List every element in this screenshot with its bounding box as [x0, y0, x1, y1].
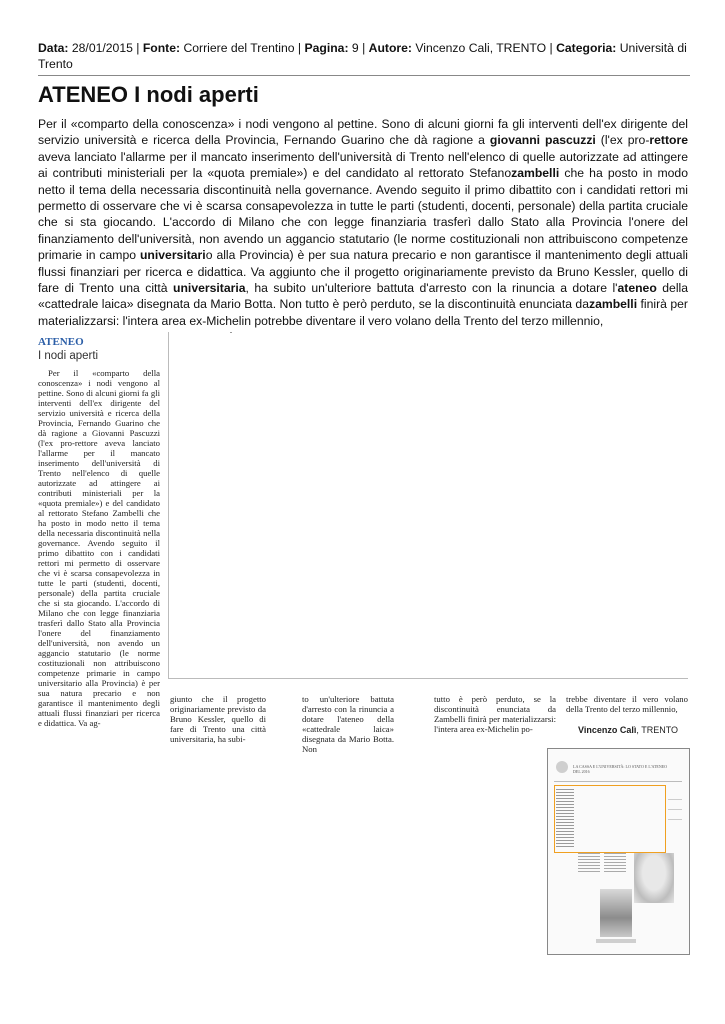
clipping-column-1 [38, 368, 160, 738]
source-label: Fonte: [142, 41, 181, 55]
thumbnail-side-line [668, 809, 682, 810]
clipping-kicker: ATENEO [38, 336, 84, 348]
body-segment: , ha subito un'ulteriore battuta d'arresto con la rinuncia a dotare l' [245, 281, 618, 296]
thumbnail-side-line [668, 819, 682, 820]
byline [578, 725, 678, 735]
body-segment: aveva lanciato l'allarme per il mancato inserimento dell'università di Trento nell'elenco di quelle autorizzate ad attingere ai contributi ministeriali per la «quota premiale») e del candidato al rettorato Stefano [38, 149, 688, 181]
clipping-column-text: tutto è però perduto, se la discontinuità enunciata da Zambelli finirà per materializzarsi: l'intera area ex-Michelin po- [434, 694, 556, 734]
page-thumbnail [547, 748, 690, 955]
category-label: Categoria: [556, 41, 617, 55]
article-headline: ATENEO I nodi aperti [38, 82, 259, 107]
body-segment: finirà per materializzarsi: l'intera area ex-Michelin potrebbe diventare il vero volano della Trento del terzo millennio, [38, 297, 688, 328]
column-divider [168, 332, 169, 678]
separator: | [546, 41, 557, 55]
row-divider [168, 678, 688, 679]
photo-caption [596, 939, 636, 943]
clipping-column-4 [434, 694, 556, 738]
thumbnail-rule [554, 781, 682, 782]
highlighted-keyword: universitaria [173, 281, 246, 296]
highlighted-keyword: universitari [139, 248, 206, 263]
highlighted-keyword: zambelli [588, 297, 638, 312]
body-segment: che ha posto in modo netto il tema della necessaria discontinuità nella governance. Avendo seguito il primo dibattito con i candidati rettori mi permetto di osservare che vi è scarsa consapevolezza in tutte le parti (studenti, docenti, personale) della partita cruciale che si sta giocando. L'accordo di Milano che con legge finanziaria trasferì dallo Stato alla Provincia l'onere del finanziamento dell'università, non avendo un aggancio statutario (le norme costituzionali non attribuiscono competenze primarie in campo [38, 166, 688, 263]
source-value: Corriere del Trentino [183, 41, 295, 55]
page-value: 9 [351, 41, 359, 55]
document-metadata [38, 40, 690, 72]
thumbnail-column [578, 853, 600, 873]
building-photo [600, 889, 632, 937]
date-label: Data: [38, 41, 69, 55]
page-label: Pagina: [304, 41, 349, 55]
author-label: Autore: [368, 41, 412, 55]
separator: | [294, 41, 305, 55]
header-divider [38, 75, 690, 76]
separator: | [132, 41, 143, 55]
clipping-column-2 [170, 694, 266, 744]
highlighted-keyword: giovanni pascuzzi [489, 133, 596, 148]
clipping-column-text: giunto che il progetto originariamente previsto da Bruno Kessler, quello di fare di Trento una città universitaria, ha subi- [170, 694, 266, 744]
category-value: Università di Trento [38, 41, 687, 71]
clipping-column-5 [566, 694, 688, 724]
highlighted-keyword: ateneo [617, 281, 657, 296]
clipping-column-text: trebbe diventare il vero volano della Trento del terzo millennio, [566, 694, 688, 714]
clipping-title: I nodi aperti [38, 350, 99, 362]
newspaper-logo-icon [556, 761, 568, 773]
body-segment: Per il «comparto della conoscenza» i nodi vengono al pettine. Sono di alcuni giorni fa gli interventi dell'ex dirigente del servizio università e ricerca della Provincia, Fernando Guarino che dà ragione a [38, 117, 688, 148]
thumbnail-text-block [556, 789, 574, 847]
clipping-column-3 [302, 694, 394, 754]
author-value: Vincenzo Cali, TRENTO [415, 41, 547, 55]
thumbnail-side-line [668, 799, 682, 800]
clipping-column-text: to un'ulteriore battuta d'arresto con la rinuncia a dotare l'ateneo della «cattedrale laica» disegnata da Mario Botta. Non [302, 694, 394, 754]
clipping-column-text: Per il «comparto della conoscenza» i nodi vengono al pettine. Sono di alcuni giorni fa gli interventi dell'ex dirigente del servizio università e ricerca della Provincia, Fernando Guarino che dà ragione a Giovanni Pascuzzi (l'ex pro-rettore aveva lanciato l'allarme per il mancato inserimento dell'università di Trento nell'elenco di quelle autorizzate ad attingere ai contributi ministeriali per la «quota premiale») e del candidato al rettorato Stefano Zambelli che ha posto in modo netto il tema della necessaria discontinuità nella governance. Avendo seguito il primo dibattito con i candidati rettori mi permetto di osservare che vi è scarsa consapevolezza in tutte le parti (studenti, docenti, personale) della partita cruciale che si sta giocando. L'accordo di Milano che con legge finanziaria trasferì dallo Stato alla Provincia l'onere del finanziamento dell'università, non avendo un aggancio statutario (le norme costituzionali non attribuiscono competenze primarie in campo universitario alla Provincia) è per sua natura precario e non garantisce il mantenimento degli attuali flussi finanziari per ricerca e didattica. Va ag- [38, 368, 160, 728]
body-segment: della «cattedrale laica» disegnata da Mario Botta. Non tutto è però perduto, se la discontinuità enunciata da [38, 281, 689, 312]
date-value: 28/01/2015 [71, 41, 133, 55]
blank-image-area [230, 332, 232, 333]
separator: | [358, 41, 369, 55]
byline-place: , TRENTO [636, 725, 679, 735]
portrait-photo [634, 853, 674, 903]
article-body [38, 116, 688, 329]
body-segment: (l'ex pro- [595, 133, 650, 148]
highlighted-keyword: rettore [649, 133, 689, 148]
thumbnail-header: LA CASSA E L'UNIVERSITÀ: LO STATO E L'ATENEO DEL 2016 [573, 764, 668, 774]
byline-name: Vincenzo Calì [578, 725, 637, 735]
highlighted-keyword: zambelli [511, 166, 560, 181]
thumbnail-column [604, 853, 626, 873]
body-segment: o alla Provincia) è per sua natura precario e non garantisce il mantenimento degli attuali flussi finanziari per ricerca e didattica. Va aggiunto che il progetto originariamente previsto da Bruno Kessler, quello di fare di Trento una città [38, 248, 689, 296]
